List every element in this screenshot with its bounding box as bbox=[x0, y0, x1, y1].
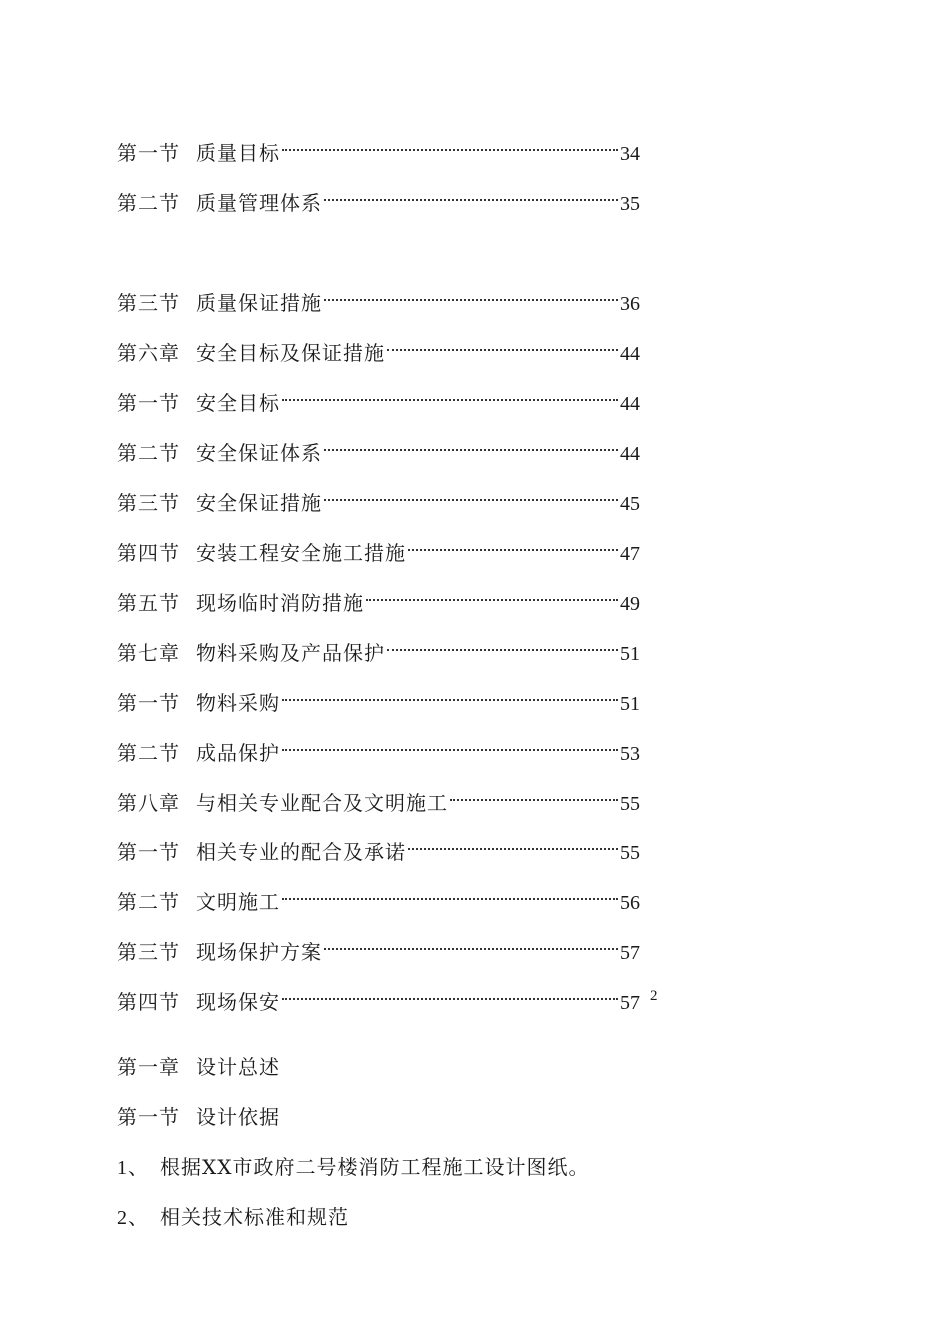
toc-page-number: 34 bbox=[620, 143, 640, 165]
toc-title: 安全保证措施 bbox=[196, 491, 322, 515]
toc-page-number: 51 bbox=[620, 643, 640, 665]
toc-title: 安全目标 bbox=[196, 391, 280, 415]
toc-section: 第二节 bbox=[117, 741, 180, 765]
toc-title: 现场保护方案 bbox=[196, 940, 322, 964]
section-heading-section: 第一节 bbox=[117, 1105, 180, 1129]
toc-page-number: 56 bbox=[620, 892, 640, 914]
toc-entry[interactable] bbox=[117, 929, 640, 964]
toc-entry[interactable] bbox=[117, 280, 640, 315]
toc-page-number: 44 bbox=[620, 393, 640, 415]
toc-leader-dots bbox=[324, 929, 618, 959]
toc-section: 第八章 bbox=[117, 791, 180, 815]
chapter-heading-title: 设计总述 bbox=[196, 1055, 280, 1079]
toc-leader-dots bbox=[387, 330, 618, 360]
toc-entry[interactable] bbox=[117, 330, 640, 365]
toc-leader-dots bbox=[324, 180, 618, 210]
list-item bbox=[117, 1202, 349, 1233]
toc-section: 第一节 bbox=[117, 691, 180, 715]
section-heading-title: 设计依据 bbox=[196, 1105, 280, 1129]
toc-title: 质量保证措施 bbox=[196, 291, 322, 315]
toc-page-number: 35 bbox=[620, 193, 640, 215]
toc-title: 安装工程安全施工措施 bbox=[196, 541, 406, 565]
list-item bbox=[117, 1152, 589, 1183]
toc-leader-dots bbox=[282, 879, 618, 909]
toc-page-number: 51 bbox=[620, 693, 640, 715]
toc-page-number: 55 bbox=[620, 842, 640, 864]
toc-page-number: 44 bbox=[620, 443, 640, 465]
toc-leader-dots bbox=[408, 530, 618, 560]
toc-title: 质量管理体系 bbox=[196, 191, 322, 215]
toc-page-number: 53 bbox=[620, 743, 640, 765]
toc-section: 第一节 bbox=[117, 840, 180, 864]
toc-section: 第三节 bbox=[117, 940, 180, 964]
toc-leader-dots bbox=[366, 580, 618, 610]
toc-entry[interactable] bbox=[117, 180, 640, 215]
toc-leader-dots bbox=[387, 630, 618, 660]
toc-page-number: 36 bbox=[620, 293, 640, 315]
toc-section: 第一节 bbox=[117, 391, 180, 415]
chapter-heading-section: 第一章 bbox=[117, 1055, 180, 1079]
toc-title: 成品保护 bbox=[196, 741, 280, 765]
toc-entry[interactable] bbox=[117, 430, 640, 465]
list-item-number: 1、 bbox=[117, 1157, 149, 1179]
toc-page-number: 45 bbox=[620, 493, 640, 515]
toc-title: 质量目标 bbox=[196, 141, 280, 165]
toc-title: 物料采购及产品保护 bbox=[196, 641, 385, 665]
toc-leader-dots bbox=[282, 730, 618, 760]
toc-entry[interactable] bbox=[117, 380, 640, 415]
list-item-text: 根据XX市政府二号楼消防工程施工设计图纸。 bbox=[160, 1155, 590, 1179]
list-item-number: 2、 bbox=[117, 1207, 149, 1229]
chapter-heading bbox=[117, 1052, 280, 1082]
toc-section: 第三节 bbox=[117, 291, 180, 315]
toc-section: 第四节 bbox=[117, 990, 180, 1014]
toc-entry[interactable] bbox=[117, 630, 640, 665]
section-heading bbox=[117, 1102, 280, 1132]
toc-leader-dots bbox=[408, 829, 618, 859]
toc-leader-dots bbox=[282, 130, 618, 160]
toc-section: 第二节 bbox=[117, 441, 180, 465]
toc-title: 安全目标及保证措施 bbox=[196, 341, 385, 365]
toc-page-number: 47 bbox=[620, 543, 640, 565]
toc-entry[interactable] bbox=[117, 580, 640, 615]
toc-leader-dots bbox=[282, 979, 618, 1009]
toc-entry[interactable] bbox=[117, 879, 640, 914]
toc-leader-dots bbox=[324, 430, 618, 460]
toc-page-number: 55 bbox=[620, 793, 640, 815]
toc-page-number: 57 bbox=[620, 942, 640, 964]
toc-section: 第三节 bbox=[117, 491, 180, 515]
toc-title: 文明施工 bbox=[196, 890, 280, 914]
toc-leader-dots bbox=[450, 780, 618, 810]
toc-title: 现场临时消防措施 bbox=[196, 591, 364, 615]
toc-entry[interactable] bbox=[117, 730, 640, 765]
toc-title: 与相关专业配合及文明施工 bbox=[196, 791, 448, 815]
toc-page-number: 44 bbox=[620, 343, 640, 365]
toc-leader-dots bbox=[282, 680, 618, 710]
toc-leader-dots bbox=[324, 280, 618, 310]
toc-entry[interactable] bbox=[117, 780, 640, 815]
toc-page-number: 49 bbox=[620, 593, 640, 615]
list-item-text: 相关技术标准和规范 bbox=[160, 1205, 349, 1229]
toc-entry[interactable] bbox=[117, 530, 640, 565]
toc-section: 第二节 bbox=[117, 890, 180, 914]
toc-section: 第六章 bbox=[117, 341, 180, 365]
toc-entry[interactable] bbox=[117, 130, 640, 165]
toc-leader-dots bbox=[324, 480, 618, 510]
toc-entry[interactable] bbox=[117, 480, 640, 515]
toc-entry[interactable] bbox=[117, 829, 640, 864]
toc-section: 第二节 bbox=[117, 191, 180, 215]
toc-section: 第一节 bbox=[117, 141, 180, 165]
toc-section: 第四节 bbox=[117, 541, 180, 565]
toc-title: 相关专业的配合及承诺 bbox=[196, 840, 406, 864]
toc-entry[interactable] bbox=[117, 979, 640, 1014]
toc-page-number: 57 bbox=[620, 992, 640, 1014]
toc-leader-dots bbox=[282, 380, 618, 410]
toc-title: 安全保证体系 bbox=[196, 441, 322, 465]
toc-section: 第五节 bbox=[117, 591, 180, 615]
toc-entry[interactable] bbox=[117, 680, 640, 715]
toc-title: 物料采购 bbox=[196, 691, 280, 715]
toc-section: 第七章 bbox=[117, 641, 180, 665]
toc-title: 现场保安 bbox=[196, 990, 280, 1014]
page-number: 2 bbox=[650, 988, 658, 1004]
